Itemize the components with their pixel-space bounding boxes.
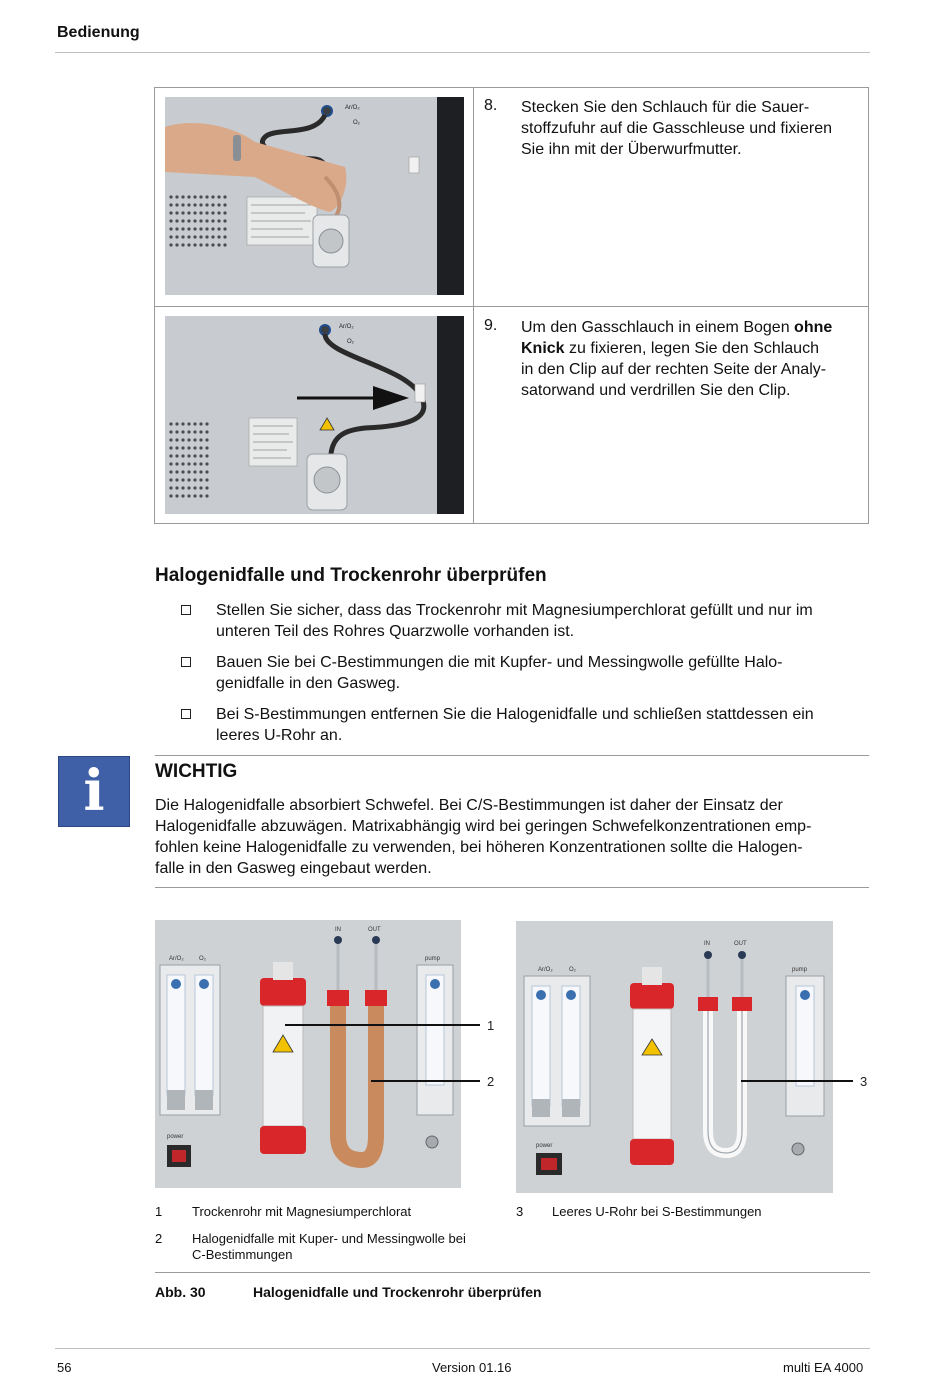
- fig-left-in-label: IN: [335, 927, 341, 933]
- fig-left-power-label: power: [167, 1134, 184, 1140]
- legend-1-text: Trockenrohr mit Magnesiumperchlorat: [192, 1204, 412, 1219]
- legend-3-number: 3: [516, 1204, 524, 1219]
- header-rule: [55, 52, 870, 53]
- document-version: Version 01.16: [432, 1360, 512, 1375]
- fig-left-ar-label: Ar/O₂: [169, 956, 184, 962]
- step-9-photo: [165, 316, 464, 514]
- figure-title: Halogenidfalle und Trockenrohr überprüfen: [253, 1284, 542, 1300]
- note-line-3: fohlen keine Halogenidfalle zu verwenden, bei höheren Konzentrationen sollte die Halogen-: [155, 839, 803, 856]
- note-line-4: falle in den Gasweg eingebaut werden.: [155, 860, 432, 877]
- legend-2-text: [192, 1231, 492, 1263]
- step-9-line-3: in den Clip auf der rechten Seite der Analy-: [521, 361, 827, 378]
- page-number: 56: [57, 1360, 72, 1375]
- callout-1: 1: [487, 1018, 495, 1033]
- step-9-line-1: [521, 317, 866, 338]
- note-line-2: Halogenidfalle abzuwägen. Matrixabhängig wird bei geringen Schwefelkonzentrationen emp-: [155, 818, 812, 835]
- fig-right-ar-label: Ar/O₂: [538, 967, 553, 973]
- bullet-3-text: [216, 704, 871, 746]
- figure-caption-rule: [155, 1272, 870, 1273]
- note-bottom-rule: [155, 887, 869, 888]
- checkbox-bullet-icon: [181, 709, 191, 719]
- fig-left-pump-label: pump: [425, 956, 441, 962]
- bullet-3-line-2: leeres U-Rohr an.: [216, 727, 343, 744]
- photo2-ar-label: Ar/O₂: [339, 324, 354, 330]
- legend-1-number: 1: [155, 1204, 163, 1219]
- step-8-line-1: Stecken Sie den Schlauch für die Sauer-: [521, 99, 810, 116]
- step-9-text: [521, 317, 866, 401]
- photo1-ar-label: Ar/O₂: [345, 105, 360, 111]
- footer-rule: [55, 1348, 870, 1349]
- callout-3: 3: [860, 1074, 868, 1089]
- note-text: [155, 795, 869, 879]
- bullet-2-text: [216, 652, 871, 694]
- photo1-o2-label: O₂: [353, 120, 360, 126]
- bullet-1-text: [216, 600, 871, 642]
- bullet-1-line-2: unteren Teil des Rohres Quarzwolle vorhanden ist.: [216, 623, 575, 640]
- step-9-line-4: satorwand und verdrillen Sie den Clip.: [521, 382, 791, 399]
- step-8-line-2: stoffzufuhr auf die Gasschleuse und fixieren: [521, 120, 832, 137]
- fig-left-out-label: OUT: [368, 927, 381, 933]
- step-9-number: 9.: [484, 317, 498, 334]
- step-8-number: 8.: [484, 97, 498, 114]
- checkbox-bullet-icon: [181, 657, 191, 667]
- figure-right-illustration: [516, 921, 833, 1193]
- legend-2-number: 2: [155, 1231, 163, 1246]
- legend-2-line-1: Halogenidfalle mit Kuper- und Messingwolle bei: [192, 1231, 466, 1246]
- step-8-photo-illustration: [165, 97, 464, 295]
- bullet-2-line-1: Bauen Sie bei C-Bestimmungen die mit Kupfer- und Messingwolle gefüllte Halo-: [216, 654, 783, 671]
- step-9-line-2: [521, 338, 866, 359]
- bullet-3-line-1: Bei S-Bestimmungen entfernen Sie die Halogenidfalle und schließen stattdessen ein: [216, 706, 814, 723]
- callout-2: 2: [487, 1074, 495, 1089]
- note-top-rule: [155, 755, 869, 756]
- note-line-1: Die Halogenidfalle absorbiert Schwefel. Bei C/S-Bestimmungen ist daher der Einsatz der: [155, 797, 783, 814]
- figure-photo-empty-u-tube: [516, 921, 833, 1193]
- figure-label: Abb. 30: [155, 1284, 206, 1300]
- step-8-line-3: Sie ihn mit der Überwurfmutter.: [521, 141, 742, 158]
- note-title: WICHTIG: [155, 761, 238, 782]
- product-name: multi EA 4000: [783, 1360, 864, 1375]
- bullet-2-line-2: genidfalle in den Gasweg.: [216, 675, 401, 692]
- step-9-line-2-post: zu fixieren, legen Sie den Schlauch: [564, 340, 819, 357]
- checkbox-bullet-icon: [181, 605, 191, 615]
- fig-right-o2-label: O₂: [569, 967, 576, 973]
- fig-right-pump-label: pump: [792, 967, 808, 973]
- step-8-photo: [165, 97, 464, 295]
- section-heading: Halogenidfalle und Trockenrohr überprüfen: [155, 565, 547, 586]
- figure-left-illustration: [155, 920, 461, 1188]
- fig-right-out-label: OUT: [734, 941, 747, 947]
- table-row-divider: [155, 306, 868, 307]
- legend-3-text: Leeres U-Rohr bei S-Bestimmungen: [552, 1204, 762, 1219]
- step-table: [154, 87, 869, 524]
- info-icon-glyph: i: [83, 758, 105, 824]
- running-header: Bedienung: [57, 24, 140, 41]
- step-9-line-1-bold: ohne: [794, 319, 833, 336]
- step-9-line-2-bold: Knick: [521, 340, 565, 357]
- step-9-line-1-pre: Um den Gasschlauch in einem Bogen: [521, 319, 795, 336]
- step-8-text: [521, 97, 866, 160]
- fig-left-o2-label: O₂: [199, 956, 206, 962]
- fig-right-power-label: power: [536, 1143, 553, 1149]
- step-9-photo-illustration: [165, 316, 464, 514]
- figure-photo-halogen-trap: [155, 920, 461, 1188]
- legend-2-line-2: C-Bestimmungen: [192, 1247, 293, 1262]
- bullet-1-line-1: Stellen Sie sicher, dass das Trockenrohr mit Magnesiumperchlorat gefüllt und nur im: [216, 602, 813, 619]
- fig-right-in-label: IN: [704, 941, 710, 947]
- info-icon: [58, 756, 130, 827]
- photo2-o2-label: O₂: [347, 339, 354, 345]
